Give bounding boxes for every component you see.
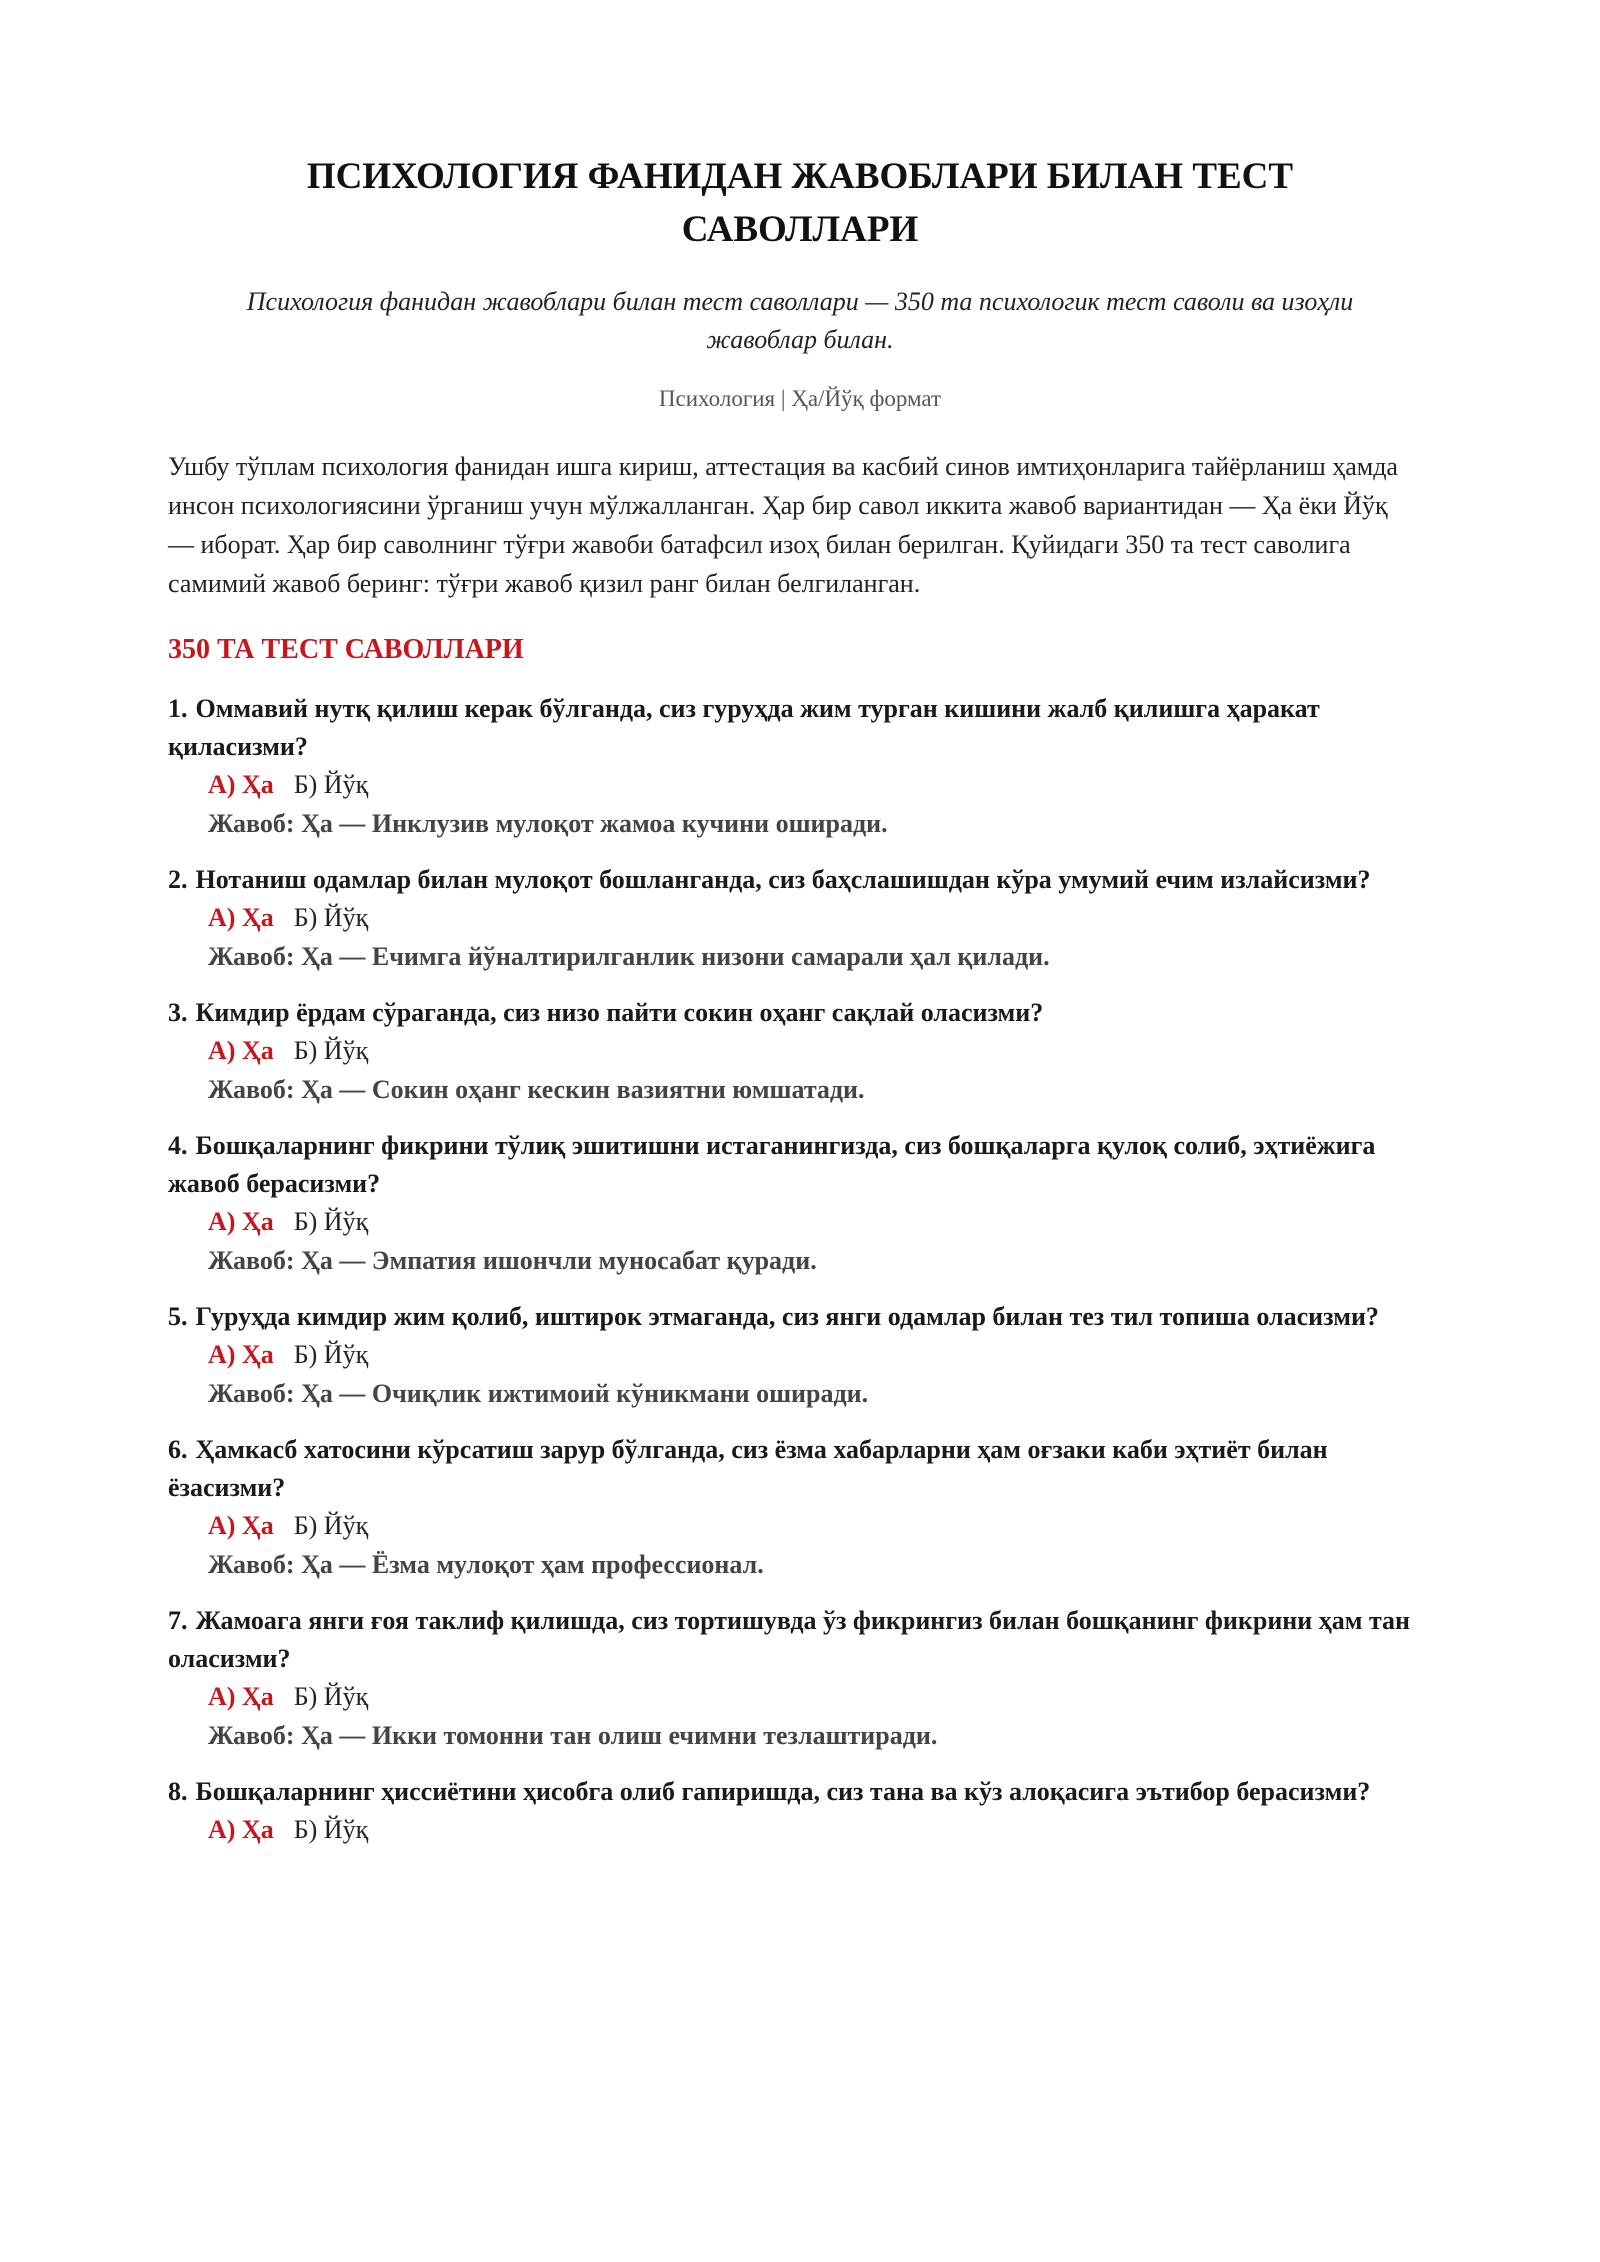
answer-explanation: Жавоб: Ҳа — Эмпатия ишончли муносабат қуради. — [208, 1246, 817, 1275]
answer-explanation: Жавоб: Ҳа — Инклузив мулоқот жамоа кучини оширади. — [208, 809, 888, 838]
option-a-correct: А) Ҳа — [208, 1207, 274, 1236]
question-text — [168, 690, 1422, 766]
question-list — [168, 690, 1432, 1849]
answer-explanation: Жавоб: Ҳа — Ёзма мулоқот ҳам профессионал. — [208, 1550, 764, 1579]
answer-explanation: Жавоб: Ҳа — Сокин оҳанг кескин вазиятни юмшатади. — [208, 1075, 865, 1104]
option-b: Б) Йўқ — [293, 903, 369, 932]
question-body: Кимдир ёрдам сўраганда, сиз низо пайти сокин оҳанг сақлай оласизми? — [195, 998, 1044, 1027]
option-a-correct: А) Ҳа — [208, 770, 274, 799]
answer-explanation: Жавоб: Ҳа — Очиқлик ижтимоий кўникмани оширади. — [208, 1379, 869, 1408]
section-heading: 350 ТА ТЕСТ САВОЛЛАРИ — [168, 634, 524, 665]
question-text — [168, 1127, 1422, 1203]
question-item — [168, 1602, 1432, 1756]
answer-options — [168, 766, 1432, 804]
question-number: 1. — [168, 694, 188, 723]
question-text — [168, 1431, 1422, 1507]
answer-options — [168, 1507, 1432, 1545]
option-b: Б) Йўқ — [293, 1207, 369, 1236]
question-item — [168, 1773, 1432, 1849]
option-b: Б) Йўқ — [293, 1036, 369, 1065]
question-body: Гуруҳда кимдир жим қолиб, иштирок этмаганда, сиз янги одамлар билан тез тил топиша оласизми? — [195, 1302, 1379, 1331]
question-number: 5. — [168, 1302, 188, 1331]
option-b: Б) Йўқ — [293, 770, 369, 799]
option-b: Б) Йўқ — [293, 1682, 369, 1711]
question-number: 4. — [168, 1131, 188, 1160]
question-text — [168, 1773, 1422, 1811]
question-body: Нотаниш одамлар билан мулоқот бошланганда, сиз баҳслашишдан кўра умумий ечим излайсизми? — [195, 865, 1371, 894]
question-number: 8. — [168, 1777, 188, 1806]
answer-options — [168, 899, 1432, 937]
question-number: 6. — [168, 1435, 188, 1464]
question-item — [168, 994, 1432, 1110]
option-a-correct: А) Ҳа — [208, 1511, 274, 1540]
question-text — [168, 861, 1422, 899]
question-text — [168, 1602, 1422, 1678]
answer-options — [168, 1336, 1432, 1374]
answer-options — [168, 1811, 1432, 1849]
question-body: Ҳамкасб хатосини кўрсатиш зарур бўлганда, сиз ёзма хабарларни ҳам оғзаки каби эҳтиёт билан ёзасизми? — [168, 1435, 1328, 1502]
document-title: ПСИХОЛОГИЯ ФАНИДАН ЖАВОБЛАРИ БИЛАН ТЕСТ САВОЛЛАРИ — [306, 156, 1294, 250]
option-a-correct: А) Ҳа — [208, 1340, 274, 1369]
option-a-correct: А) Ҳа — [208, 1682, 274, 1711]
answer-options — [168, 1203, 1432, 1241]
question-item — [168, 1431, 1432, 1585]
question-item — [168, 861, 1432, 977]
option-a-correct: А) Ҳа — [208, 1036, 274, 1065]
option-a-correct: А) Ҳа — [208, 903, 274, 932]
answer-explanation: Жавоб: Ҳа — Ечимга йўналтирилганлик низони самарали ҳал қилади. — [208, 942, 1050, 971]
answer-options — [168, 1678, 1432, 1716]
question-item — [168, 1298, 1432, 1414]
option-b: Б) Йўқ — [293, 1815, 369, 1844]
question-body: Бошқаларнинг фикрини тўлиқ эшитишни истаганингизда, сиз бошқаларга қулоқ солиб, эҳтиёжига жавоб берасизми? — [168, 1131, 1376, 1198]
answer-options — [168, 1032, 1432, 1070]
question-item — [168, 1127, 1432, 1281]
question-number: 3. — [168, 998, 188, 1027]
document-subtitle: Психология фанидан жавоблари билан тест саволлари — 350 та психологик тест саволи ва изоҳли жавоблар билан. — [246, 287, 1354, 354]
question-number: 2. — [168, 865, 188, 894]
document-meta: Психология | Ҳа/Йўқ формат — [658, 386, 942, 411]
question-text — [168, 994, 1422, 1032]
question-text — [168, 1298, 1422, 1336]
question-body: Бошқаларнинг ҳиссиётини ҳисобга олиб гапиришда, сиз тана ва кўз алоқасига эътибор берасизми? — [195, 1777, 1371, 1806]
question-body: Жамоага янги ғоя таклиф қилишда, сиз тортишувда ўз фикрингиз билан бошқанинг фикрини ҳам тан оласизми? — [168, 1606, 1411, 1673]
document-intro: Ушбу тўплам психология фанидан ишга кириш, аттестация ва касбий синов имтиҳонларига тайёрланиш ҳамда инсон психологиясини ўрганиш учун мўлжалланган. Ҳар бир савол иккита жавоб вариантидан — Ҳа ёки Йўқ — иборат. Ҳар бир саволнинг тўғри жавоби батафсил изоҳ билан берилган. Қуйидаги 350 та тест саволига самимий жавоб беринг: тўғри жавоб қизил ранг билан белгиланган. — [168, 452, 1398, 598]
option-b: Б) Йўқ — [293, 1340, 369, 1369]
option-b: Б) Йўқ — [293, 1511, 369, 1540]
question-number: 7. — [168, 1606, 188, 1635]
option-a-correct: А) Ҳа — [208, 1815, 274, 1844]
question-item — [168, 690, 1432, 844]
answer-explanation: Жавоб: Ҳа — Икки томонни тан олиш ечимни тезлаштиради. — [208, 1721, 938, 1750]
question-body: Оммавий нутқ қилиш керак бўлганда, сиз гуруҳда жим турган кишини жалб қилишга ҳаракат қиласизми? — [168, 694, 1320, 761]
